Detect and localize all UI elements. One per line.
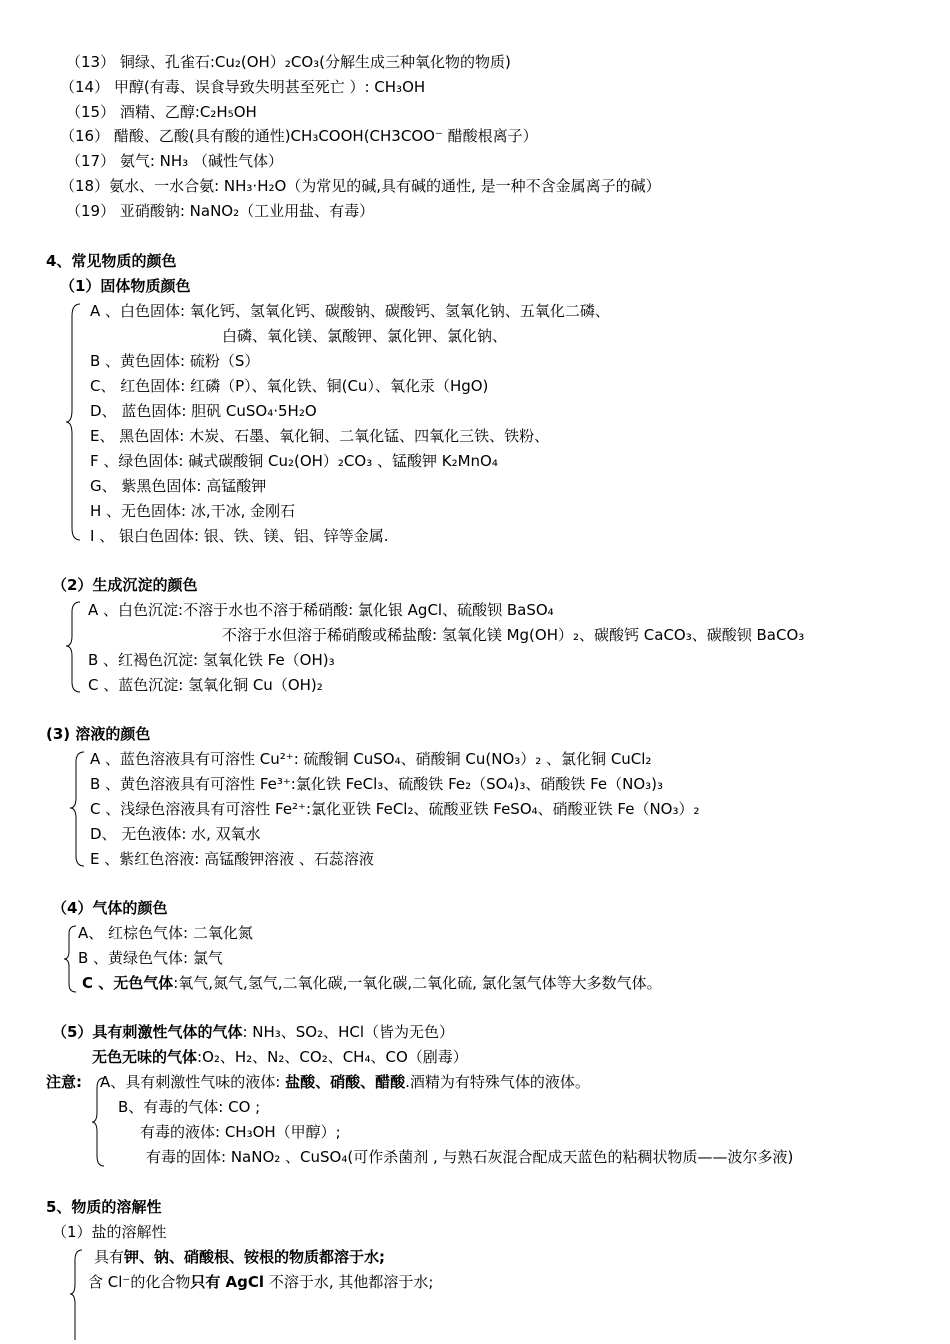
solid-color-title: （1）固体物质颜色 [60, 277, 191, 295]
solubility-line-1-pre: 具有 [94, 1248, 125, 1266]
note-toxic-solid: 有毒的固体: NaNO₂ 、CuSO₄(可作杀菌剂 , 与熟石灰混合配成天蓝色的粘稠状物质——波尔多液) [146, 1148, 794, 1166]
item-17: （17） 氨气: NH₃ （碱性气体） [66, 152, 283, 170]
solid-brace [64, 302, 84, 542]
solution-c: C 、浅绿色溶液具有可溶性 Fe²⁺:氯化亚铁 FeCl₂、硫酸亚铁 FeSO₄、硝酸亚铁 Fe（NO₃）₂ [90, 800, 700, 818]
gas-c-text: :氧气,氮气,氢气,二氧化碳,一氧化碳,二氧化硫, 氯化氢气体等大多数气体。 [173, 974, 662, 992]
solution-b: B 、黄色溶液具有可溶性 Fe³⁺:氯化铁 FeCl₃、硫酸铁 Fe₂（SO₄)₃、硝酸铁 Fe（NO₃)₃ [90, 775, 664, 793]
solid-h: H 、无色固体: 冰,干冰, 金刚石 [90, 502, 296, 520]
odorless-gas-text: :O₂、H₂、N₂、CO₂、CH₄、CO（剧毒） [197, 1048, 468, 1066]
note-label: 注意: [46, 1073, 82, 1091]
item-14: （14） 甲醇(有毒、误食导致失明甚至死亡 ）: CH₃OH [60, 78, 426, 96]
odorless-gas-line [92, 1047, 468, 1067]
solution-title: (3) 溶液的颜色 [46, 725, 151, 743]
pungent-gas-label: （5）具有刺激性气体的气体 [52, 1023, 243, 1041]
solid-b: B 、黄色固体: 硫粉（S） [90, 352, 260, 370]
odorless-gas-label: 无色无味的气体 [92, 1048, 198, 1066]
item-15: （15） 酒精、乙醇:C₂H₅OH [66, 103, 257, 121]
item-19: （19） 亚硝酸钠: NaNO₂（工业用盐、有毒） [66, 202, 375, 220]
salt-solubility-title: （1）盐的溶解性 [52, 1223, 167, 1241]
solid-a: A 、白色固体: 氧化钙、氢氧化钙、碳酸钠、碳酸钙、氢氧化钠、五氧化二磷、 [90, 302, 610, 320]
solubility-line-1 [94, 1247, 385, 1267]
item-13: （13） 铜绿、孔雀石:Cu₂(OH）₂CO₃(分解生成三种氧化物的物质) [66, 53, 511, 71]
solution-e: E 、紫红色溶液: 高锰酸钾溶液 、石蕊溶液 [90, 850, 374, 868]
gas-b: B 、黄绿色气体: 氯气 [78, 949, 223, 967]
note-b: B、有毒的气体: CO ; [118, 1098, 261, 1116]
precip-brace [64, 600, 84, 694]
solid-i: I 、 银白色固体: 银、铁、镁、铝、锌等金属. [90, 527, 389, 545]
gas-c-label: C 、无色气体 [82, 974, 174, 992]
precip-b: B 、红褐色沉淀: 氢氧化铁 Fe（OH)₃ [88, 651, 335, 669]
pungent-gas-text: : NH₃、SO₂、HCl（皆为无色） [242, 1023, 455, 1041]
solid-d: D、 蓝色固体: 胆矾 CuSO₄·5H₂O [90, 402, 317, 420]
precip-a-cont: 不溶于水但溶于稀硝酸或稀盐酸: 氢氧化镁 Mg(OH）₂、碳酸钙 CaCO₃、碳酸钡 BaCO₃ [222, 626, 805, 644]
solution-d: D、 无色液体: 水, 双氧水 [90, 825, 261, 843]
note-a-acids: 盐酸、硝酸、醋酸 [285, 1073, 406, 1091]
solubility-line-1-bold: 钾、钠、硝酸根、铵根的物质都溶于水; [124, 1248, 386, 1266]
solid-a-cont: 白磷、氧化镁、氯酸钾、氯化钾、氯化钠、 [222, 327, 508, 345]
gas-a: A、 红棕色气体: 二氧化氮 [78, 924, 253, 942]
solubility-brace [68, 1248, 86, 1340]
solubility-line-2 [88, 1272, 433, 1292]
pungent-gas-line [52, 1022, 454, 1042]
note-a-post: .酒精为有特殊气体的液体。 [405, 1073, 590, 1091]
note-toxic-liquid: 有毒的液体: CH₃OH（甲醇）; [140, 1123, 341, 1141]
solubility-line-2-pre: 含 Cl⁻的化合物 [88, 1273, 191, 1291]
section-4-title: 4、常见物质的颜色 [46, 252, 177, 270]
precip-c: C 、蓝色沉淀: 氢氧化铜 Cu（OH)₂ [88, 676, 323, 694]
item-18: （18）氨水、一水合氨: NH₃·H₂O（为常见的碱,具有碱的通性, 是一种不含金属离子的碱） [60, 177, 661, 195]
solid-f: F 、绿色固体: 碱式碳酸铜 Cu₂(OH）₂CO₃ 、锰酸钾 K₂MnO₄ [90, 452, 498, 470]
note-a-pre: A、具有刺激性气味的液体: [100, 1073, 286, 1091]
solid-c: C、 红色固体: 红磷（P）、氧化铁、铜(Cu）、氧化汞（HgO) [90, 377, 489, 395]
note-a [100, 1072, 590, 1092]
solution-a: A 、蓝色溶液具有可溶性 Cu²⁺: 硫酸铜 CuSO₄、硝酸铜 Cu(NO₃）₂ 、氯化铜 CuCl₂ [90, 750, 652, 768]
precip-title: （2）生成沉淀的颜色 [52, 576, 198, 594]
gas-title: （4）气体的颜色 [52, 899, 168, 917]
section-5-title: 5、物质的溶解性 [46, 1198, 162, 1216]
solubility-line-2-post: 不溶于水, 其他都溶于水; [264, 1273, 434, 1291]
item-16: （16） 醋酸、乙酸(具有酸的通性)CH₃COOH(CH3COO⁻ 醋酸根离子） [60, 127, 538, 145]
solid-g: G、 紫黑色固体: 高锰酸钾 [90, 477, 267, 495]
precip-a: A 、白色沉淀:不溶于水也不溶于稀硝酸: 氯化银 AgCl、硫酸钡 BaSO₄ [88, 601, 554, 619]
gas-c [82, 973, 662, 993]
solubility-line-2-bold: 只有 AgCl [190, 1273, 265, 1291]
solution-brace [68, 750, 88, 868]
solid-e: E、 黑色固体: 木炭、石墨、氧化铜、二氧化锰、四氧化三铁、铁粉、 [90, 427, 550, 445]
